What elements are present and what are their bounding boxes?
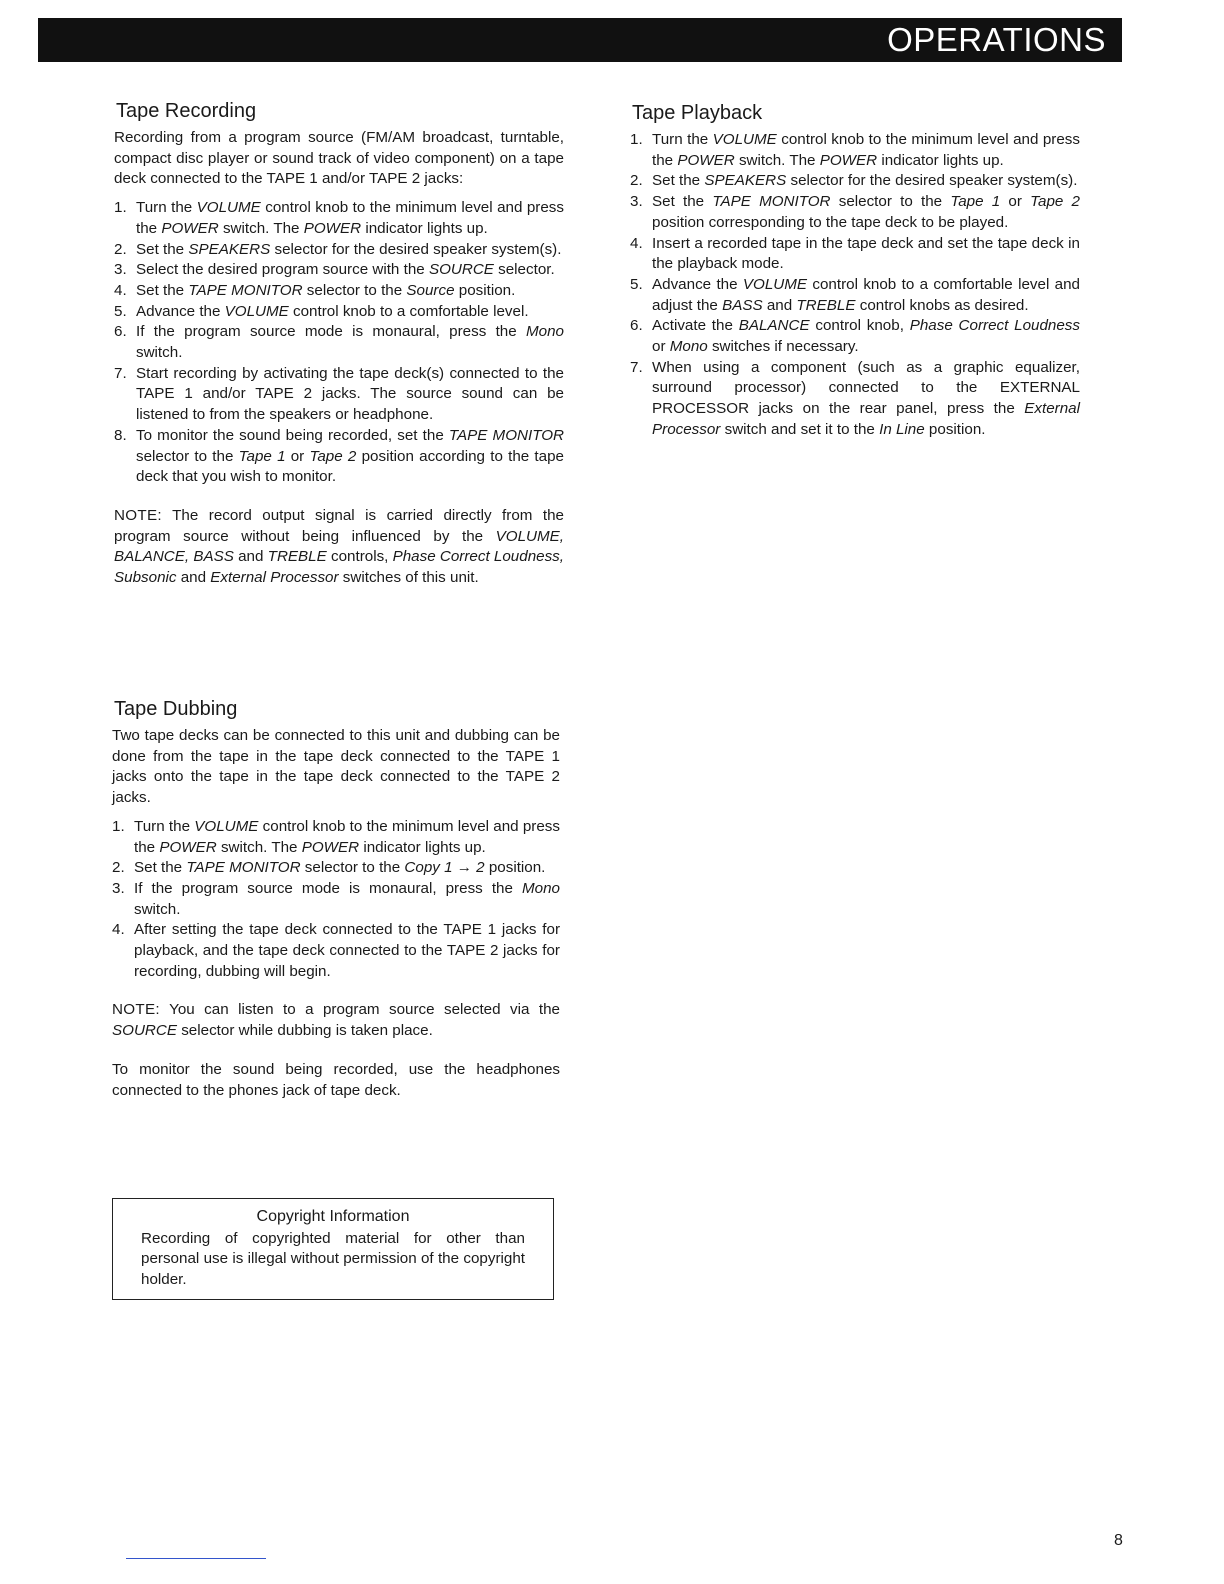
tape-dubbing-note: NOTE: You can listen to a program source selected via the SOURCE selector while dubbing is taken place.: [112, 1001, 560, 1040]
tape-dubbing-steps: [112, 817, 560, 983]
list-item: 7. Start recording by activating the tape deck(s) connected to the TAPE 1 and/or TAPE 2 jacks. The source sound can be listened to from the speakers or headphone.: [114, 364, 564, 424]
copyright-text: Recording of copyrighted material for other than personal use is illegal without permission of the copyright holder.: [141, 1229, 525, 1289]
list-item: 1. Turn the VOLUME control knob to the minimum level and press the POWER switch. The POWER indicator lights up.: [630, 131, 1080, 169]
list-item: 2. Set the SPEAKERS selector for the desired speaker system(s).: [630, 171, 1080, 192]
list-item-number: 2.: [112, 859, 125, 877]
list-item: 3. Set the TAPE MONITOR selector to the Tape 1 or Tape 2 position corresponding to the tape deck to be played.: [630, 193, 1080, 231]
list-item: 7. When using a component (such as a graphic equalizer, surround processor) connected to the EXTERNAL PROCESSOR jacks on the rear panel, press the External Processor switch and set it to the In Line position.: [630, 358, 1080, 438]
section-title-tape-recording: Tape Recording: [116, 100, 257, 122]
list-item: 6. Activate the BALANCE control knob, Phase Correct Loudness or Mono switches if necessary.: [630, 317, 1080, 356]
copyright-title: Copyright Information: [256, 1208, 410, 1225]
tape-recording-intro: Recording from a program source (FM/AM broadcast, turntable, compact disc player or sound track of video component) on a tape deck connected to the TAPE 1 and/or TAPE 2 jacks:: [114, 129, 564, 188]
list-item-number: 4.: [112, 921, 125, 939]
list-item-number: 4.: [114, 281, 127, 299]
list-item: 3. Select the desired program source with the SOURCE selector.: [114, 260, 564, 281]
list-item: 6. If the program source mode is monaural, press the Mono switch.: [114, 323, 564, 362]
tape-dubbing-monitor: To monitor the sound being recorded, use the headphones connected to the phones jack of tape deck.: [112, 1060, 560, 1099]
section-tape-playback: [630, 100, 1080, 441]
list-item-number: 1.: [112, 817, 125, 835]
list-item-number: 6.: [630, 317, 643, 335]
list-item: 8. To monitor the sound being recorded, set the TAPE MONITOR selector to the Tape 1 or Tape 2 position according to the tape deck that you wish to monitor.: [114, 426, 564, 486]
tape-recording-steps: [114, 198, 564, 488]
page-number: 8: [1114, 1532, 1123, 1549]
page-title: OPERATIONS: [887, 21, 1106, 58]
list-item: 5. Advance the VOLUME control knob to a comfortable level and adjust the BASS and TREBLE control knobs as desired.: [630, 275, 1081, 314]
list-item-number: 2.: [630, 172, 643, 190]
copyright-box: [112, 1198, 554, 1300]
list-item-number: 6.: [114, 323, 127, 341]
list-item-number: 3.: [114, 261, 127, 279]
section-title-tape-playback: Tape Playback: [632, 102, 763, 124]
list-item: 2. Set the TAPE MONITOR selector to the Copy 1 → 2 position.: [112, 858, 560, 879]
list-item-number: 3.: [630, 193, 643, 211]
list-item-number: 1.: [630, 131, 643, 148]
list-item: 1. Turn the VOLUME control knob to the minimum level and press the POWER switch. The POWER indicator lights up.: [112, 817, 560, 856]
list-item: 4. Insert a recorded tape in the tape deck and set the tape deck in the playback mode.: [630, 234, 1080, 273]
list-item-number: 7.: [114, 364, 127, 382]
list-item-number: 2.: [114, 240, 127, 258]
section-title-tape-dubbing: Tape Dubbing: [114, 698, 238, 720]
list-item: 4. Set the TAPE MONITOR selector to the Source position.: [114, 281, 564, 302]
list-item: 5. Advance the VOLUME control knob to a comfortable level.: [114, 302, 564, 323]
header-bar: [38, 18, 1122, 62]
list-item-number: 5.: [630, 275, 643, 293]
list-item: 1. Turn the VOLUME control knob to the minimum level and press the POWER switch. The POWER indicator lights up.: [114, 199, 564, 237]
section-tape-dubbing: [112, 696, 560, 1101]
list-item-number: 7.: [630, 358, 643, 376]
list-item: 3. If the program source mode is monaural, press the Mono switch.: [112, 879, 560, 918]
tape-recording-note: NOTE: The record output signal is carried directly from the program source without being influenced by the VOLUME, BALANCE, BASS and TREBLE controls, Phase Correct Loudness, Subsonic and External Processor switches of this unit.: [114, 506, 564, 587]
list-item-number: 3.: [112, 879, 125, 897]
list-item-number: 8.: [114, 426, 127, 444]
list-item-number: 4.: [630, 234, 643, 252]
list-item: 4. After setting the tape deck connected to the TAPE 1 jacks for playback, and the tape deck connected to the TAPE 2 jacks for recording, dubbing will begin.: [112, 921, 560, 980]
tape-playback-steps: [630, 130, 1080, 441]
list-item-number: 5.: [114, 302, 127, 320]
list-item: 2. Set the SPEAKERS selector for the desired speaker system(s).: [114, 240, 564, 261]
section-tape-recording: [114, 98, 564, 589]
list-item-number: 1.: [114, 199, 127, 217]
footer-divider: [126, 1558, 266, 1559]
tape-dubbing-intro: Two tape decks can be connected to this unit and dubbing can be done from the tape in the tape deck connected to the TAPE 1 jacks onto the tape in the tape deck connected to the TAPE 2 jacks.: [112, 727, 560, 807]
